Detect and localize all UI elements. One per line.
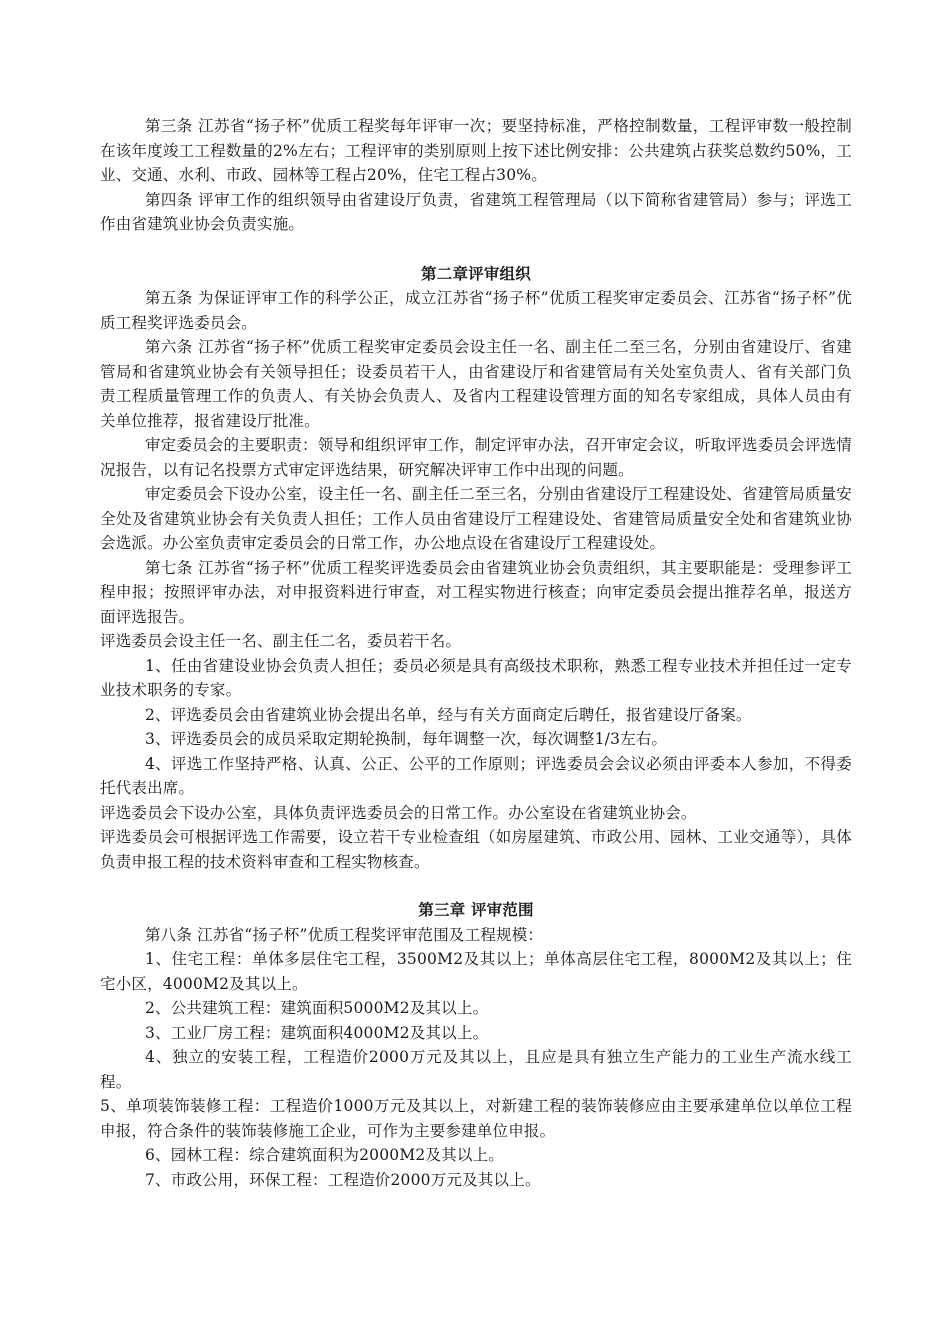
chapter-3-title: 第三章 评审范围 <box>418 901 534 919</box>
list-item: 4、评选工作坚持严格、认真、公正、公平的工作原则；评选委员会会议必须由评委本人参加，不得委托代表出席。 <box>100 754 852 797</box>
list-item: 3、工业厂房工程：建筑面积4000M2及其以上。 <box>144 1023 489 1042</box>
chapter-2-title: 第二章评审组织 <box>421 264 531 283</box>
article-8: 第八条 江苏省“扬子杯”优质工程奖评审范围及工程规模： <box>144 925 544 944</box>
selection-office-note: 评选委员会下设办公室，具体负责评选委员会的日常工作。办公室设在省建筑业协会。 <box>100 803 697 822</box>
committee-office: 审定委员会下设办公室，设主任一名、副主任二至三名，分别由省建设厅工程建设处、省建管局质量安全处及省建筑业协会有关负责人担任；工作人员由省建设厅工程建设处、省建管局质量安全处和省建筑业协会选派。办公室负责审定委员会的日常工作，办公地点设在省建设厅工程建设处。 <box>100 485 852 552</box>
spacer <box>100 237 852 262</box>
document-page <box>100 114 852 1192</box>
list-item: 1、任由省建设业协会负责人担任；委员必须是具有高级技术职称，熟悉工程专业技术并担任过一定专业技术职务的专家。 <box>100 656 852 699</box>
list-item: 7、市政公用，环保工程：工程造价2000万元及其以上。 <box>144 1170 541 1189</box>
list-item: 2、公共建筑工程：建筑面积5000M2及其以上。 <box>144 999 489 1017</box>
article-4: 第四条 评审工作的组织领导由省建设厅负责，省建筑工程管理局（以下简称省建管局）参与；评选工作由省建筑业协会负责实施。 <box>100 190 852 233</box>
list-item: 1、住宅工程：单体多层住宅工程，3500M2及其以上；单体高层住宅工程，8000M2及其以上；住宅小区，4000M2及其以上。 <box>100 950 852 993</box>
list-item: 5、单项装饰装修工程：工程造价1000万元及其以上，对新建工程的装饰装修应由主要承建单位以单位工程申报，符合条件的装饰装修施工企业，可作为主要参建单位申报。 <box>100 1097 852 1140</box>
article-3: 第三条 江苏省“扬子杯”优质工程奖每年评审一次；要坚持标准，严格控制数量，工程评审数一般控制在该年度竣工工程数量的2%左右；工程评审的类别原则上按下述比例安排：公共建筑占获奖总数约50%，工业、交通、水利、市政、园林等工程占20%，住宅工程占30%。 <box>100 117 852 184</box>
article-5: 第五条 为保证评审工作的科学公正，成立江苏省“扬子杯”优质工程奖审定委员会、江苏省“扬子杯”优质工程奖评选委员会。 <box>100 289 852 332</box>
committee-duties: 审定委员会的主要职责：领导和组织评审工作，制定评审办法，召开审定会议，听取评选委员会评选情况报告，以有记名投票方式审定评选结果，研究解决评审工作中出现的问题。 <box>100 436 852 479</box>
list-item: 3、评选委员会的成员采取定期轮换制，每年调整一次，每次调整1/3左右。 <box>144 730 668 748</box>
article-6: 第六条 江苏省“扬子杯”优质工程奖审定委员会设主任一名、副主任二至三名，分别由省建设厅、省建管局和省建筑业协会有关领导担任；设委员若干人，由省建设厅和省建管局有关处室负责人、省有关部门负责工程质量管理工作的负责人、有关协会负责人、及省内工程建设管理方面的知名专家组成，具体人员由有关单位推荐，报省建设厅批准。 <box>100 338 852 430</box>
list-item: 4、独立的安装工程，工程造价2000万元及其以上，且应是具有独立生产能力的工业生产流水线工程。 <box>100 1048 852 1091</box>
spacer <box>100 874 852 898</box>
list-item: 6、园林工程：综合建筑面积为2000M2及其以上。 <box>144 1146 504 1164</box>
selection-committee-note: 评选委员会设主任一名、副主任二名，委员若干名。 <box>100 632 462 650</box>
inspection-groups-note: 评选委员会可根据评选工作需要，设立若干专业检查组（如房屋建筑、市政公用、园林、工业交通等），具体负责申报工程的技术资料审查和工程实物核查。 <box>100 828 852 871</box>
list-item: 2、评选委员会由省建筑业协会提出名单，经与有关方面商定后聘任，报省建设厅备案。 <box>144 705 752 724</box>
article-7: 第七条 江苏省“扬子杯”优质工程奖评选委员会由省建筑业协会负责组织，其主要职能是：受理参评工程申报；按照评审办法，对申报资料进行审查，对工程实物进行核查；向审定委员会提出推荐名单，报送方面评选报告。 <box>100 558 852 626</box>
